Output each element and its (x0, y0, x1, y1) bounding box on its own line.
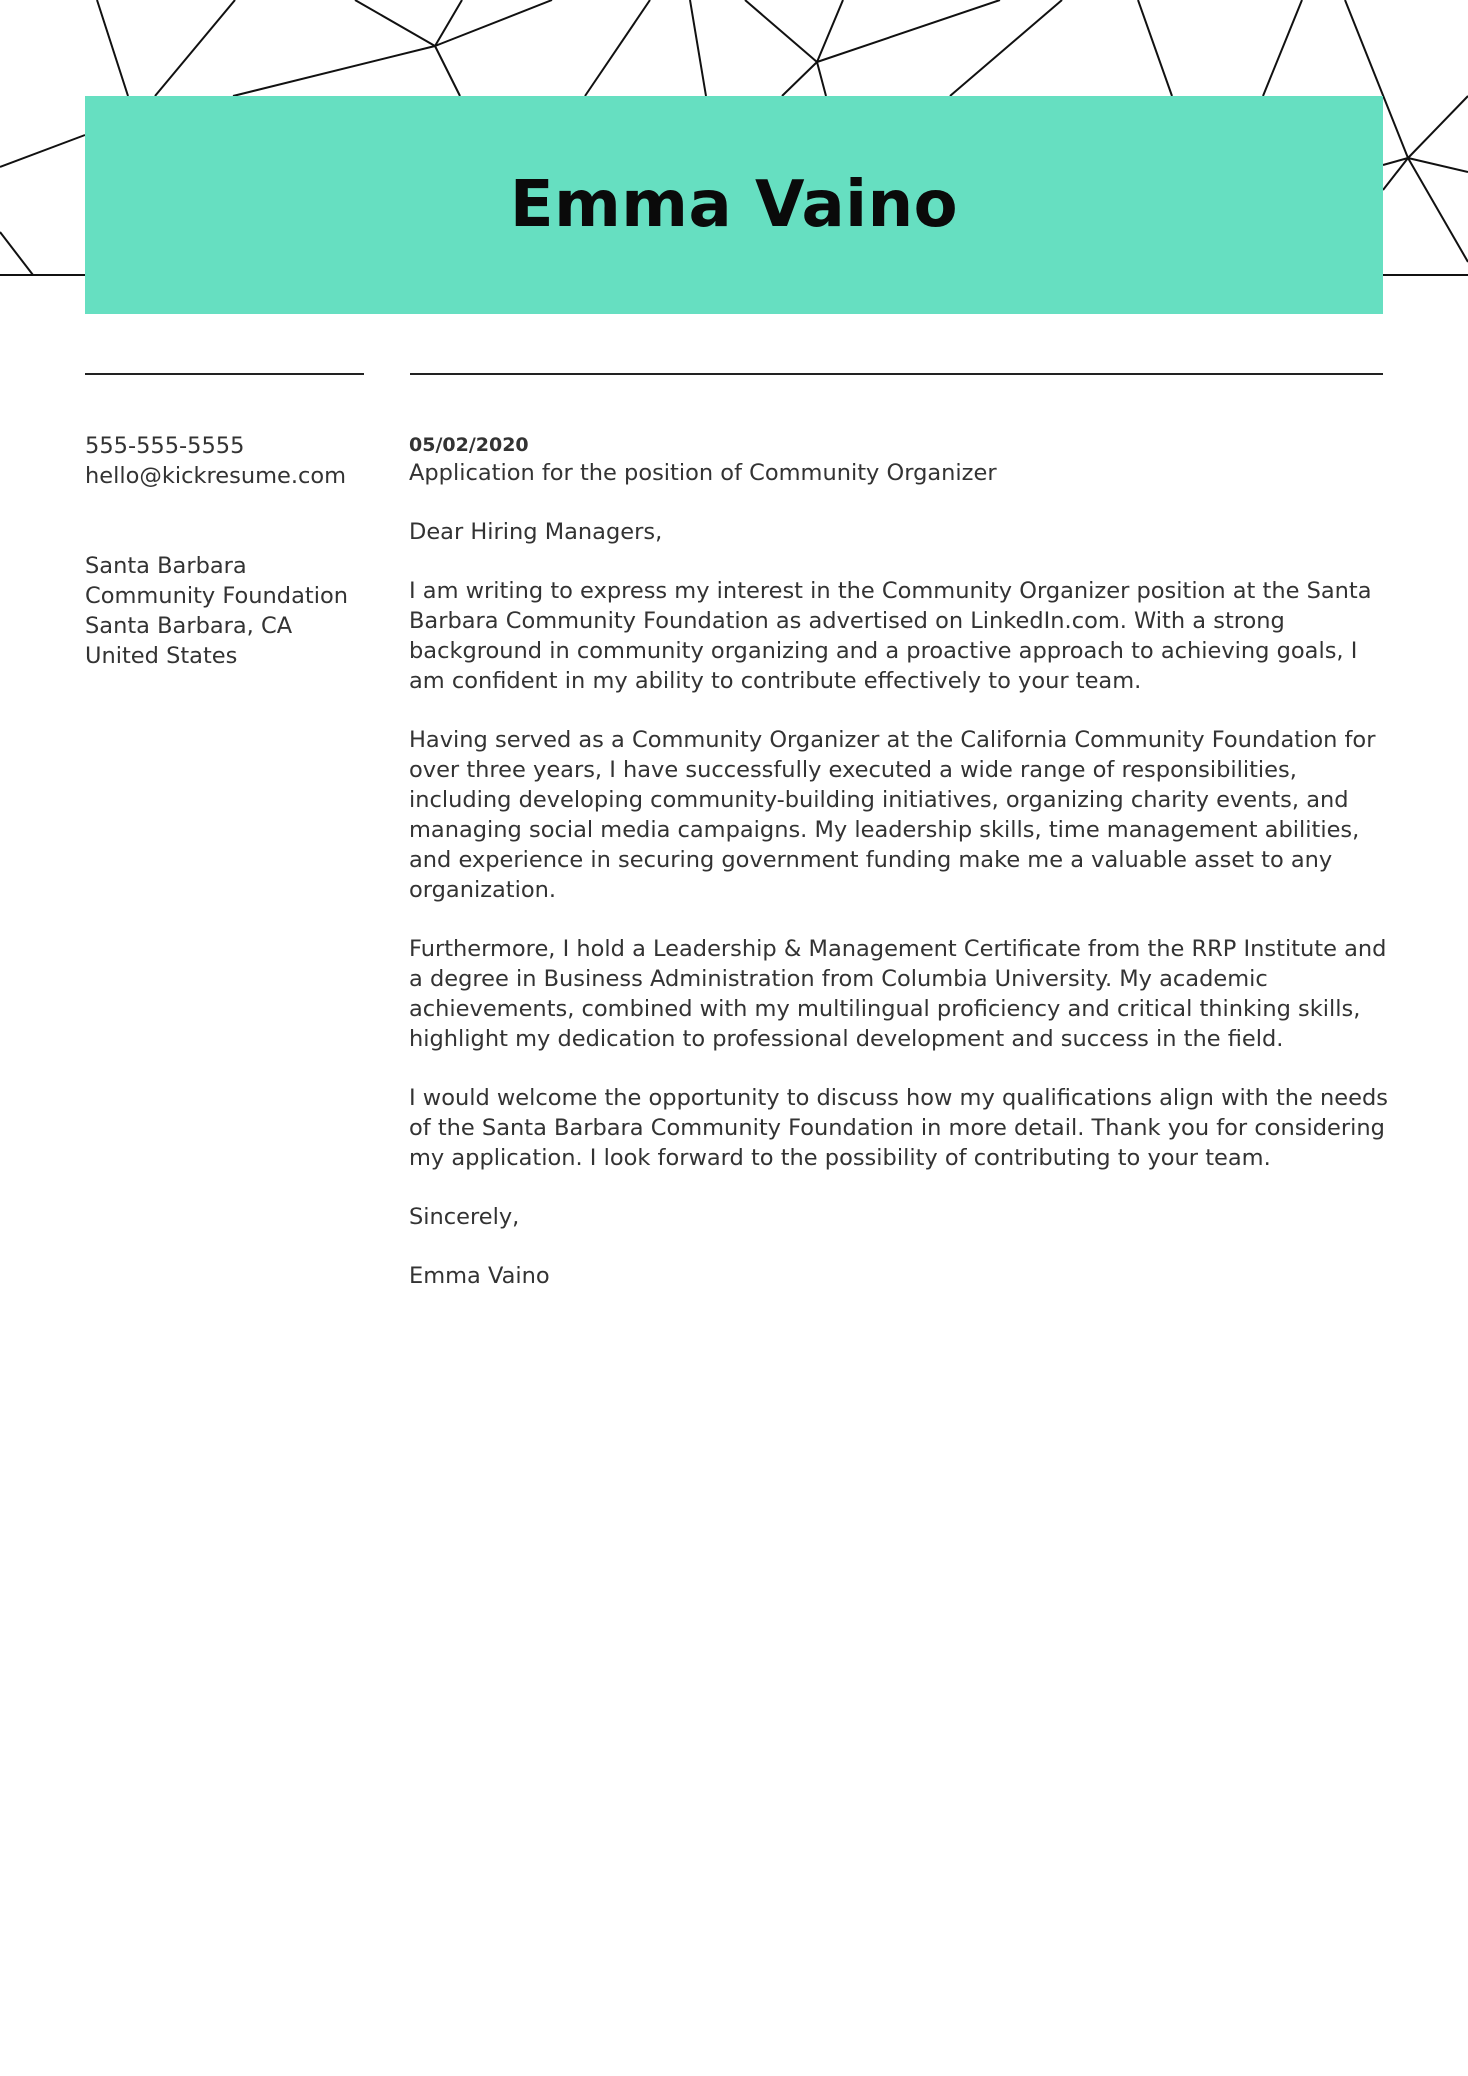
letter-paragraph: I am writing to express my interest in the Community Organizer position at the Santa Barbara Community Foundation as advertised on LinkedIn.com. With a strong background in community organizing and a proactive approach to achieving goals, I am confident in my ability to contribute effectively to your team. (409, 578, 1372, 694)
applicant-name: Emma Vaino (509, 168, 959, 242)
recipient-line: Community Foundation (85, 583, 348, 609)
recipient-line: Santa Barbara (85, 553, 247, 579)
letter-date: 05/02/2020 (409, 434, 529, 456)
recipient-line: United States (85, 643, 238, 669)
letter-divider (410, 373, 1383, 375)
recipient-line: Santa Barbara, CA (85, 613, 293, 639)
header-banner (85, 96, 1383, 314)
sidebar-divider (85, 373, 364, 375)
letter-signature: Emma Vaino (409, 1263, 550, 1289)
letter-subject: Application for the position of Community Organizer (409, 460, 997, 486)
letter-paragraph: Furthermore, I hold a Leadership & Management Certificate from the RRP Institute and a degree in Business Administration from Columbia University. My academic achievements, combined with my multilingual proficiency and critical thinking skills, highlight my dedication to professional development and success in the field. (409, 936, 1387, 1052)
contact-email: hello@kickresume.com (85, 463, 347, 489)
spacer (85, 491, 385, 551)
letter-closing: Sincerely, (409, 1204, 520, 1230)
letter-paragraph: Having served as a Community Organizer at the California Community Foundation for over three years, I have successfully executed a wide range of responsibilities, including developing community-building initiatives, organizing charity events, and managing social media campaigns. My leadership skills, time management abilities, and experience in securing government funding make me a valuable asset to any organization. (409, 727, 1376, 903)
letter-salutation: Dear Hiring Managers, (409, 519, 663, 545)
letter-paragraph: I would welcome the opportunity to discuss how my qualifications align with the needs of the Santa Barbara Community Foundation in more detail. Thank you for considering my application. I look forward to the possibility of contributing to your team. (409, 1085, 1388, 1171)
letter-body (409, 432, 1389, 1320)
sidebar (85, 431, 385, 671)
contact-phone: 555-555-5555 (85, 433, 245, 459)
